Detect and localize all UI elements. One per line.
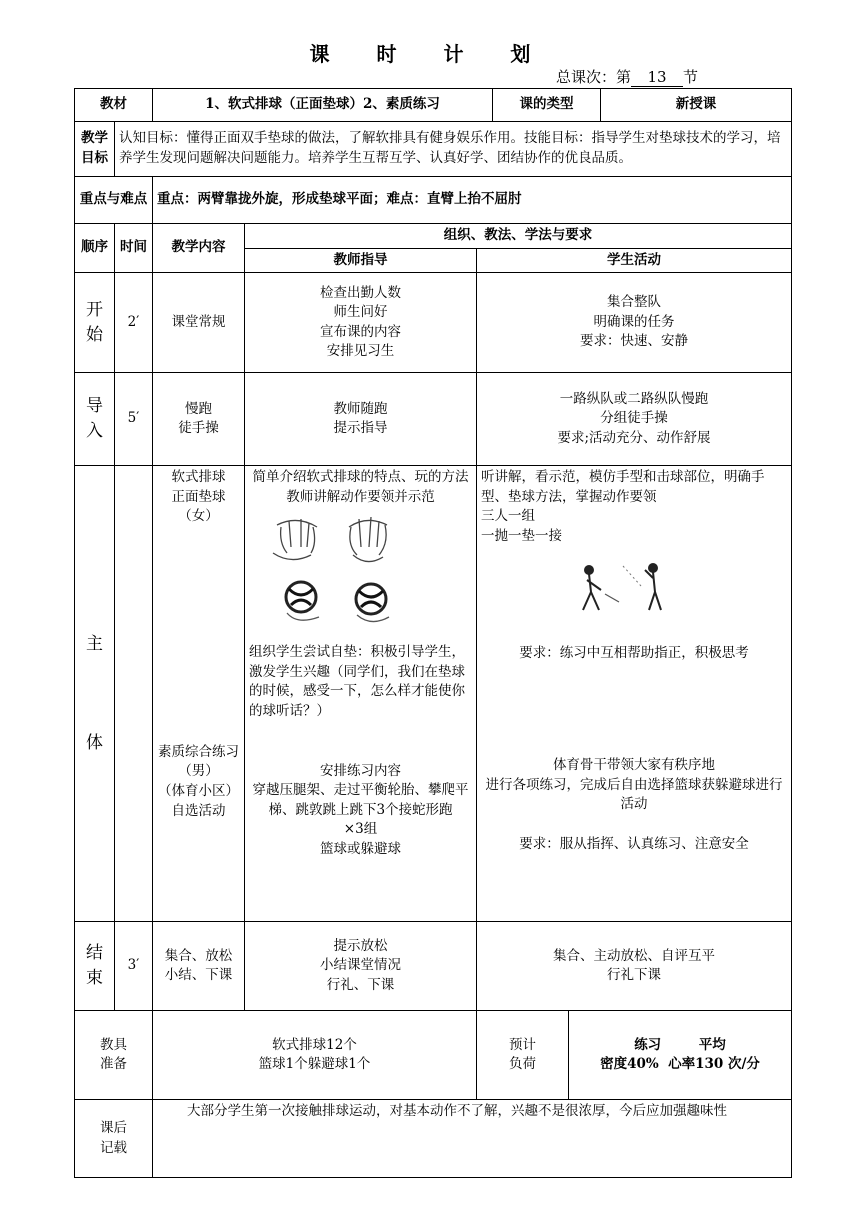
key-points-row — [75, 177, 792, 224]
key-points-label: 重点与难点 — [75, 177, 153, 224]
material-value: 1、软式排球（正面垫球）2、素质练习 — [153, 89, 493, 122]
teacher-end: 提示放松 小结课堂情况 行礼、下课 — [245, 922, 477, 1011]
equipment-row — [75, 1011, 792, 1100]
teacher-main-intro: 简单介绍软式排球的特点、玩的方法 教师讲解动作要领并示范 — [252, 469, 469, 505]
goals-value: 认知目标：懂得正面双手垫球的做法，了解软排具有健身娱乐作用。技能目标：指导学生对垫球技术的学习，培养学生发现问题解决问题能力。培养学生互帮互学、认真好学、团结协作的优良品质。 — [115, 122, 792, 177]
key-points-value: 重点：两臂靠拢外旋，形成垫球平面；难点：直臂上抬不屈肘 — [153, 177, 792, 224]
load-value — [569, 1011, 792, 1100]
student-main-safety: 要求：服从指挥、认真练习、注意安全 — [519, 835, 749, 852]
volleyball-demo-figure — [267, 513, 437, 643]
lesson-count-prefix: 总课次：第 — [556, 68, 632, 86]
time-main — [115, 466, 153, 922]
row-start — [75, 273, 792, 373]
content-main-fitness: 素质综合练习 （男） （体育小区） 自选活动 — [158, 743, 239, 819]
student-intro: 一路纵队或二路纵队慢跑 分组徒手操 要求;活动充分、动作舒展 — [477, 373, 792, 466]
segment-intro: 导 入 — [75, 373, 115, 466]
column-header-row — [75, 224, 792, 249]
teacher-intro: 教师随跑 提示指导 — [245, 373, 477, 466]
material-row — [75, 89, 792, 122]
load-line-1: 练习 平均 — [634, 1036, 726, 1053]
row-intro — [75, 373, 792, 466]
segment-main: 主 体 — [75, 466, 115, 922]
lesson-type-label: 课的类型 — [493, 89, 601, 122]
segment-start: 开 始 — [75, 273, 115, 373]
time-start: 2′ — [115, 273, 153, 373]
segment-end: 结 束 — [75, 922, 115, 1011]
content-end: 集合、放松 小结、下课 — [153, 922, 245, 1011]
teacher-start: 检查出勤人数 师生问好 宣布课的内容 安排见习生 — [245, 273, 477, 373]
row-end — [75, 922, 792, 1011]
notes-value: 大部分学生第一次接触排球运动，对基本动作不了解，兴趣不是很浓厚，今后应加强趣味性 — [153, 1100, 792, 1178]
content-start: 课堂常规 — [153, 273, 245, 373]
notes-label: 课后 记载 — [75, 1100, 153, 1178]
student-main — [477, 466, 792, 922]
col-content: 教学内容 — [153, 224, 245, 273]
lesson-type-value: 新授课 — [601, 89, 792, 122]
notes-row — [75, 1100, 792, 1178]
col-time: 时间 — [115, 224, 153, 273]
lesson-count — [556, 66, 698, 87]
equipment-value: 软式排球12个 篮球1个躲避球1个 — [153, 1011, 477, 1100]
passing-practice-figure — [575, 556, 667, 616]
lesson-count-value: 13 — [631, 68, 683, 87]
student-main-learn: 听讲解，看示范，模仿手型和击球部位，明确手型、垫球方法，掌握动作要领 三人一组 一抛一垫一接 — [481, 469, 765, 544]
load-label: 预计 负荷 — [477, 1011, 569, 1100]
load-line-2: 密度40% 心率130 次/分 — [600, 1056, 760, 1073]
teacher-main-fitness: 安排练习内容 穿越压腿架、走过平衡轮胎、攀爬平梯、跳敦跳上跳下3个接蛇形跑 ×3组 篮球或躲避球 — [252, 762, 469, 857]
col-student: 学生活动 — [477, 248, 792, 273]
teacher-main — [245, 466, 477, 922]
goals-label: 教学目标 — [75, 122, 115, 177]
student-main-requirement: 要求：练习中互相帮助指正，积极思考 — [519, 645, 749, 662]
time-end: 3′ — [115, 922, 153, 1011]
teacher-main-practice: 组织学生尝试自垫：积极引导学生，激发学生兴趣（同学们，我们在垫球的时候，感受一下，怎么样才能使你的球听话？） — [249, 644, 465, 719]
goals-row — [75, 122, 792, 177]
col-teacher: 教师指导 — [245, 248, 477, 273]
content-main — [153, 466, 245, 922]
lesson-plan-table — [74, 88, 792, 1178]
equipment-label: 教具 准备 — [75, 1011, 153, 1100]
row-main — [75, 466, 792, 922]
page-title: 课 时 计 划 — [309, 42, 551, 66]
col-org: 组织、教法、学法与要求 — [245, 224, 792, 249]
lesson-count-suffix: 节 — [683, 68, 699, 86]
content-intro: 慢跑 徒手操 — [153, 373, 245, 466]
student-end: 集合、主动放松、自评互平 行礼下课 — [477, 922, 792, 1011]
material-label: 教材 — [75, 89, 153, 122]
student-main-fitness: 体育骨干带领大家有秩序地 进行各项练习，完成后自由选择篮球获躲避球进行活动 — [485, 756, 783, 813]
col-order: 顺序 — [75, 224, 115, 273]
content-main-volleyball: 软式排球 正面垫球 （女） — [171, 469, 226, 525]
student-start: 集合整队 明确课的任务 要求：快速、安静 — [477, 273, 792, 373]
time-intro: 5′ — [115, 373, 153, 466]
